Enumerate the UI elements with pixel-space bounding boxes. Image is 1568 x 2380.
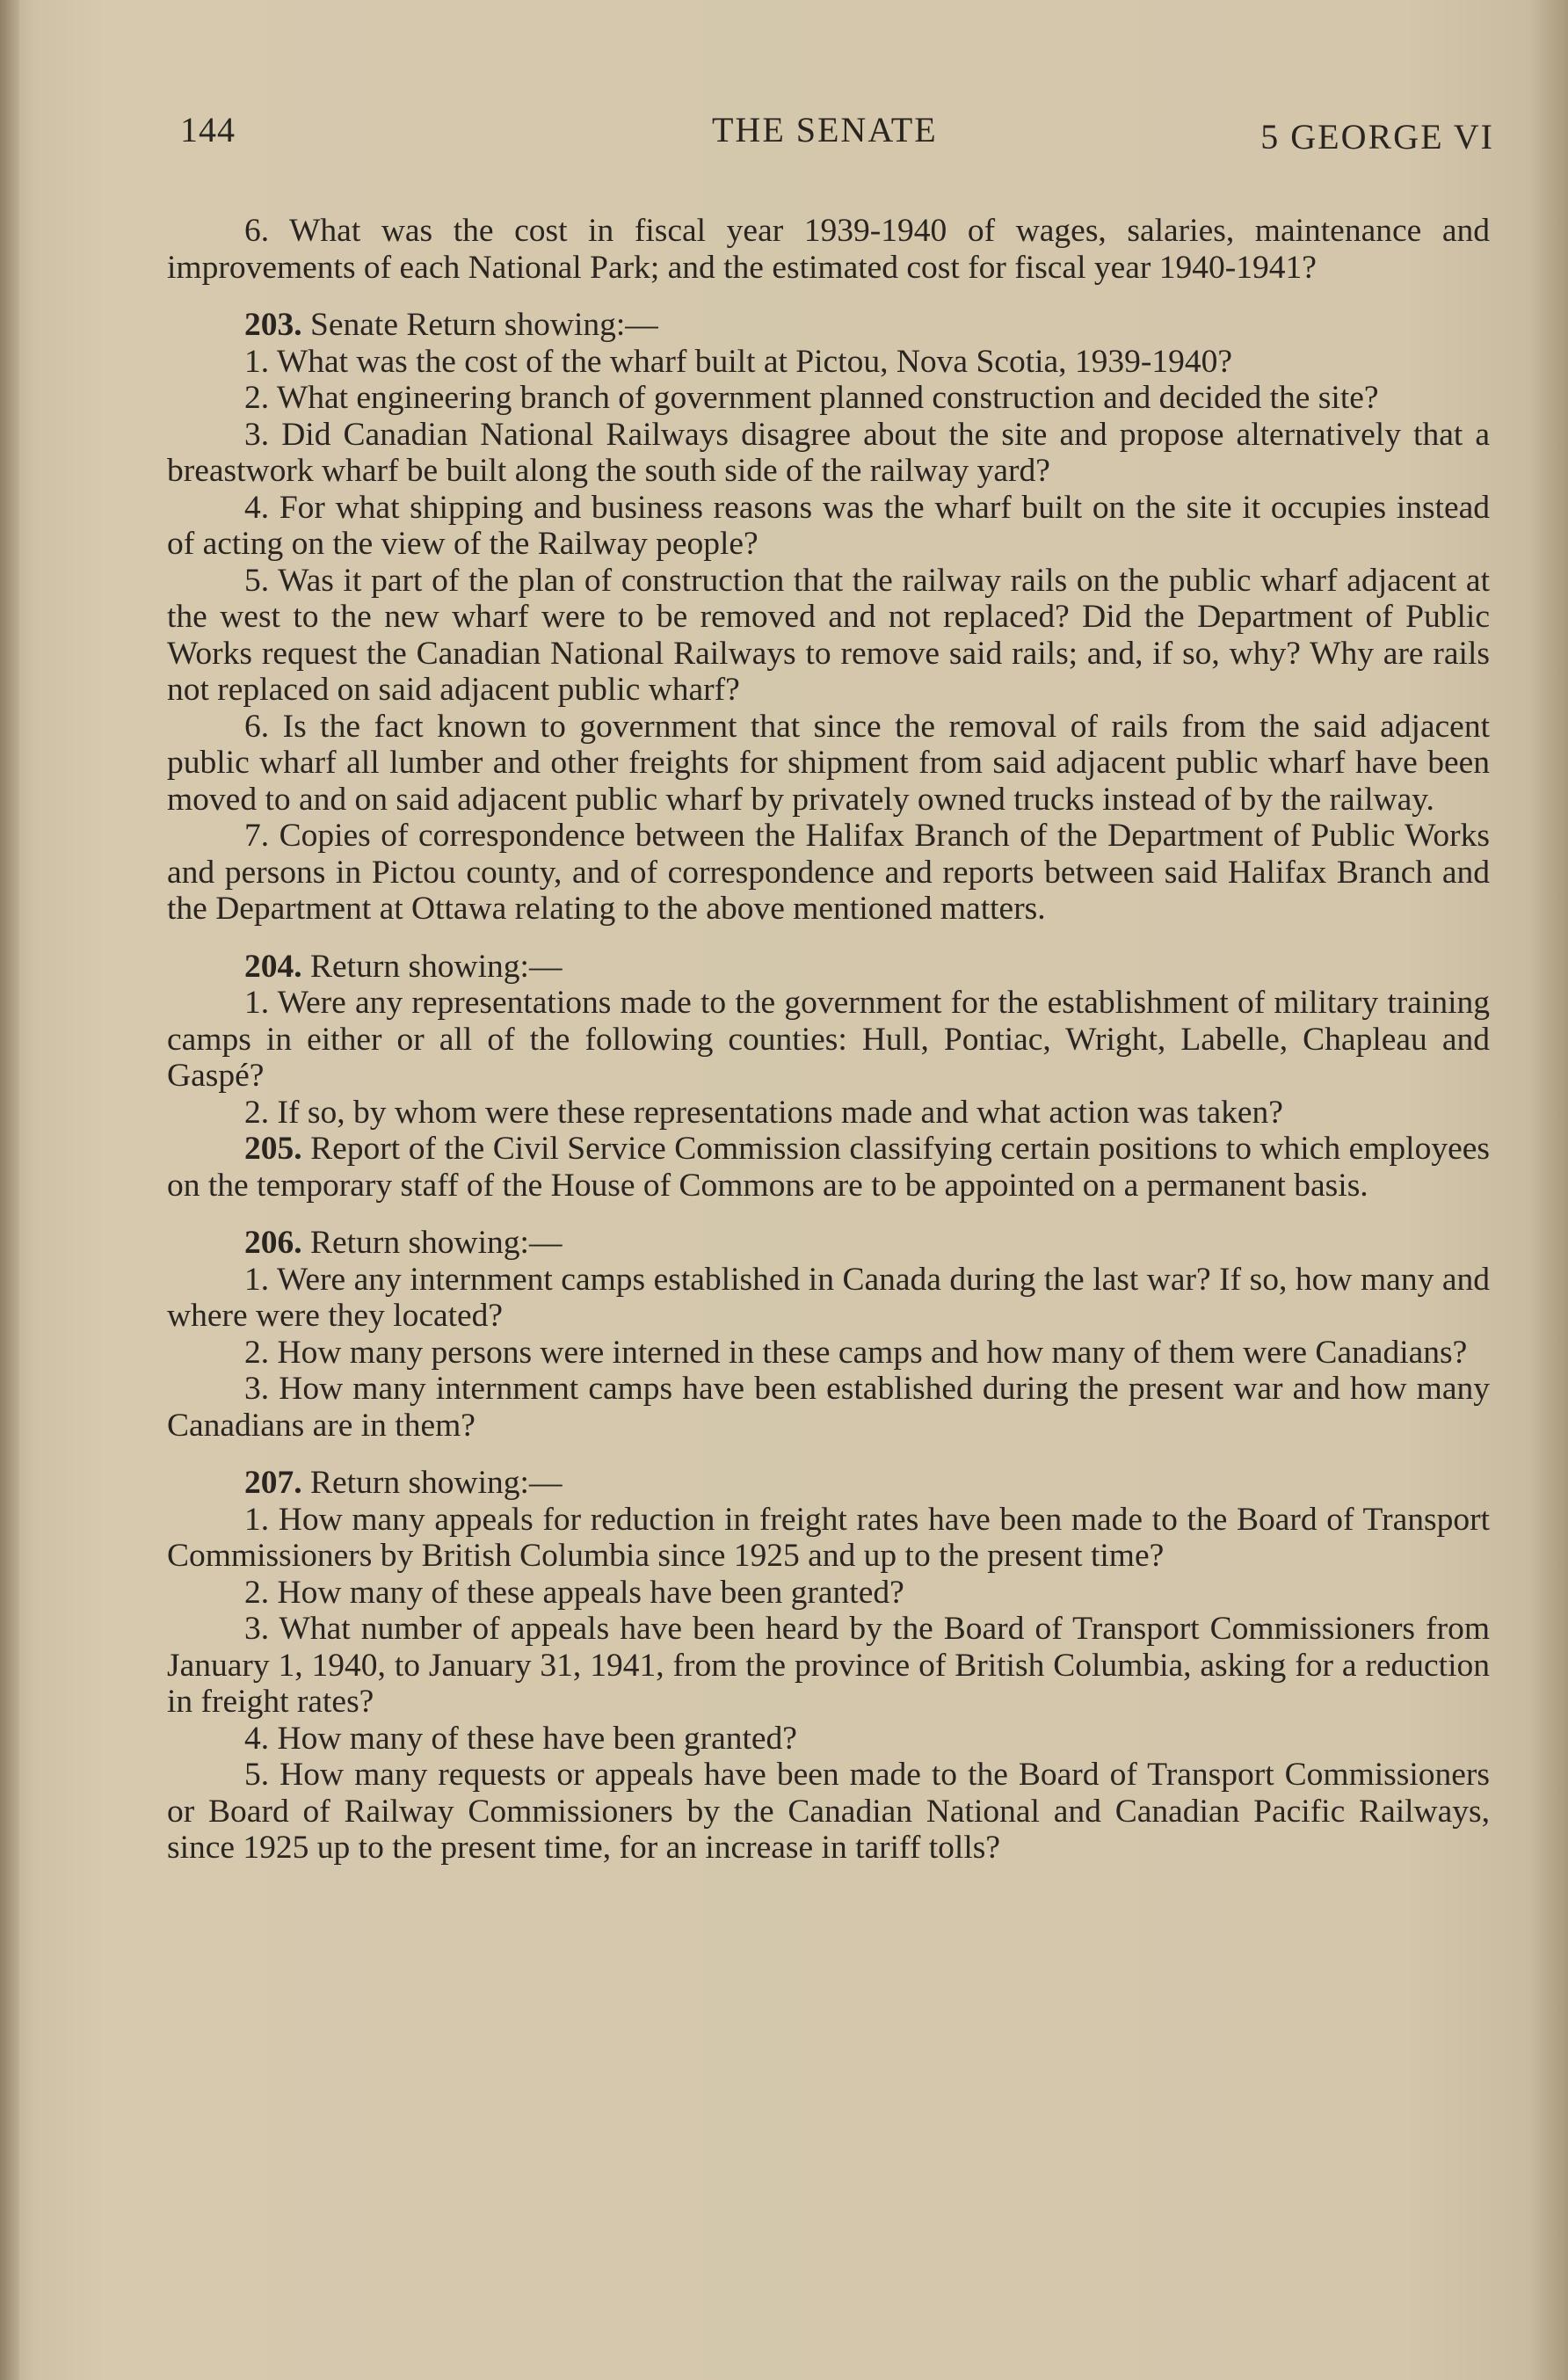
paragraph-203-q4: 4. For what shipping and business reasons was the wharf built on the site it occupies instead of acting on the view of the Railway people? (167, 489, 1490, 562)
paragraph-206-q2: 2. How many persons were interned in these camps and how many of them were Canadians? (244, 1334, 1468, 1371)
paragraph-207-q4: 4. How many of these have been granted? (244, 1720, 797, 1757)
book-spine-shadow (0, 0, 19, 2380)
paragraph-204-q1: 1. Were any representations made to the government for the establishment of military training camps in either or all of the following counties: Hull, Pontiac, Wright, Labelle, Chapleau and Gaspé? (167, 985, 1490, 1094)
paragraph-q6-park-costs: 6. What was the cost in fiscal year 1939-1940 of wages, salaries, maintenance and improvements of each National Park; and the estimated cost for fiscal year 1940-1941? (167, 213, 1490, 286)
paragraph-207-q1: 1. How many appeals for reduction in freight rates have been made to the Board of Transport Commissioners by British Columbia since 1925 and up to the present time? (167, 1501, 1490, 1574)
running-title: THE SENATE (712, 110, 938, 149)
section-title: Return showing:— (301, 1465, 563, 1501)
section-number: 204. (244, 948, 302, 985)
paragraph-207-q2: 2. How many of these appeals have been granted? (244, 1574, 904, 1611)
page-body (167, 213, 1490, 1867)
section-number: 203. (244, 307, 302, 343)
paragraph-203-q1: 1. What was the cost of the wharf built at Pictou, Nova Scotia, 1939-1940? (244, 343, 1233, 380)
paragraph-203-q2: 2. What engineering branch of government planned construction and decided the site? (244, 380, 1379, 416)
session-label: 5 GEORGE VI (1260, 117, 1494, 156)
section-number: 207. (244, 1465, 302, 1501)
paragraph-206-q1: 1. Were any internment camps established in Canada during the last war? If so, how many and where were they located? (167, 1261, 1490, 1334)
section-207-heading (167, 1465, 1490, 1502)
paragraph-207-q3: 3. What number of appeals have been heard by the Board of Transport Commissioners from January 1, 1940, to January 31, 1941, from the province of British Columbia, asking for a reduction in freight rates? (167, 1611, 1490, 1720)
paragraph-203-q6: 6. Is the fact known to government that since the removal of rails from the said adjacent public wharf all lumber and other freights for shipment from said adjacent public wharf have been moved to and on said adjacent public wharf by privately owned trucks instead of by the railway. (167, 708, 1490, 818)
section-number: 206. (244, 1225, 302, 1261)
section-205 (167, 1131, 1490, 1204)
section-203-heading (167, 307, 1490, 344)
section-text: Report of the Civil Service Commission classifying certain positions to which employees on the temporary staff of the House of Commons are to be appointed on a permanent basis. (167, 1131, 1490, 1204)
section-title: Return showing:— (301, 948, 563, 985)
paragraph-207-q5: 5. How many requests or appeals have been made to the Board of Transport Commissioners or Board of Railway Commissioners by the Canadian National and Canadian Pacific Railways, since 1925 up to the present time, for an increase in tariff tolls? (167, 1757, 1490, 1866)
paragraph-203-q5: 5. Was it part of the plan of construction that the railway rails on the public wharf adjacent at the west to the new wharf were to be removed and not replaced? Did the Department of Public Works request the Canadian National Railways to remove said rails; and, if so, why? Why are rails not replaced on said adjacent public wharf? (167, 562, 1490, 708)
paragraph-206-q3: 3. How many internment camps have been established during the present war and how many Canadians are in them? (167, 1371, 1490, 1444)
section-number: 205. (244, 1131, 302, 1167)
section-title: Return showing:— (301, 1225, 563, 1261)
paragraph-204-q2: 2. If so, by whom were these representations made and what action was taken? (244, 1094, 1283, 1131)
section-title: Senate Return showing:— (301, 307, 658, 343)
section-206-heading (167, 1225, 1490, 1262)
page-number: 144 (180, 110, 236, 149)
section-204-heading (167, 949, 1490, 986)
paragraph-203-q3: 3. Did Canadian National Railways disagree about the site and propose alternatively that a breastwork wharf be built along the south side of the railway yard? (167, 416, 1490, 489)
paragraph-203-q7: 7. Copies of correspondence between the Halifax Branch of the Department of Public Works and persons in Pictou county, and of correspondence and reports between said Halifax Branch and the Department at Ottawa relating to the above mentioned matters. (167, 818, 1490, 927)
page-header (180, 104, 1494, 156)
